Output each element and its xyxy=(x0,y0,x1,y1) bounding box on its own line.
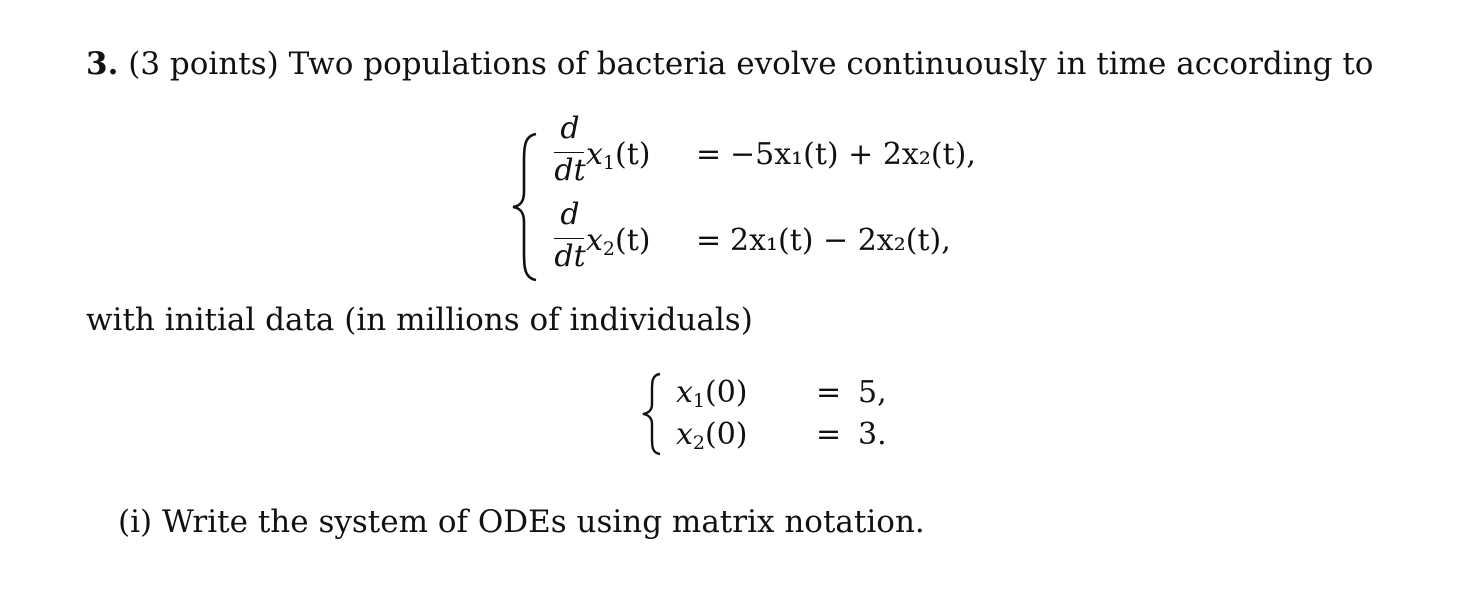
equals-sign: = xyxy=(696,137,722,172)
init-argument: (0) xyxy=(705,375,748,410)
problem-text: (3 points) Two populations of bacteria evolve continuously in time according to xyxy=(128,46,1374,82)
left-brace-small xyxy=(640,372,664,456)
init-variable: x xyxy=(676,375,693,410)
ode-row xyxy=(550,198,1030,278)
fraction-denominator: dt xyxy=(554,239,586,274)
ode-row xyxy=(550,112,1030,192)
fraction-denominator: dt xyxy=(554,153,586,188)
init-subscript: 1 xyxy=(692,390,706,412)
equals-sign: = xyxy=(816,417,842,452)
equals-sign: = xyxy=(816,375,842,410)
initial-data-system xyxy=(640,372,900,462)
initial-row xyxy=(676,375,887,412)
fraction-numerator: d xyxy=(560,197,580,232)
equals-sign: = xyxy=(696,223,722,258)
init-subscript: 2 xyxy=(692,432,706,454)
init-value: 3. xyxy=(858,417,887,452)
part-i-question: (i) Write the system of ODEs using matrix notation. xyxy=(118,504,925,540)
lhs-subscript: 1 xyxy=(602,152,616,174)
initial-data-text: with initial data (in millions of individuals) xyxy=(86,302,753,338)
lhs-variable: x xyxy=(586,223,603,258)
problem-statement xyxy=(86,46,1373,82)
lhs-subscript: 2 xyxy=(602,238,616,260)
ode-rhs: 2x₁(t) − 2x₂(t), xyxy=(730,223,951,258)
problem-number: 3. xyxy=(86,46,119,82)
fraction-numerator: d xyxy=(560,111,580,146)
lhs-argument: (t) xyxy=(615,223,651,258)
lhs-variable: x xyxy=(586,137,603,172)
init-variable: x xyxy=(676,417,693,452)
initial-row xyxy=(676,417,887,454)
init-argument: (0) xyxy=(705,417,748,452)
left-brace-large xyxy=(510,132,540,282)
ode-rhs: −5x₁(t) + 2x₂(t), xyxy=(730,137,976,172)
lhs-argument: (t) xyxy=(615,137,651,172)
ode-lhs xyxy=(586,224,650,258)
init-value: 5, xyxy=(858,375,887,410)
ode-lhs xyxy=(586,138,650,172)
ode-system xyxy=(510,112,1030,280)
